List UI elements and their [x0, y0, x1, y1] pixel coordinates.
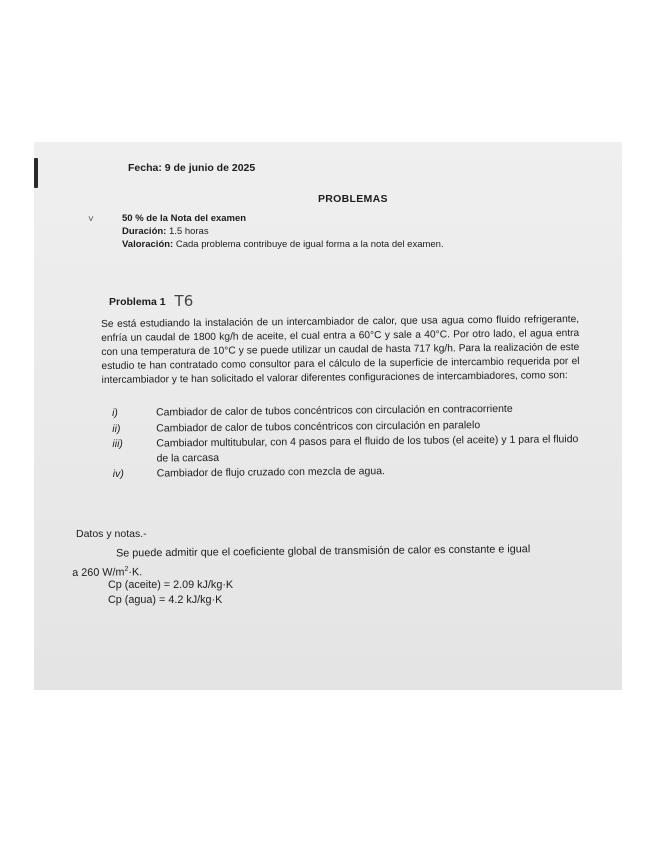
- date-label: Fecha:: [128, 162, 162, 174]
- coefficient-exponent: 2: [124, 565, 129, 573]
- notes-line-1: Se puede admitir que el coeficiente global de transmisión de calor es constante e igual: [116, 543, 531, 560]
- valuation-label: Valoración:: [122, 239, 174, 250]
- coefficient-suffix: ·K.: [128, 565, 143, 579]
- notes-body: [72, 542, 592, 581]
- list-item-number: iv): [112, 467, 124, 480]
- cp-water: Cp (agua) = 4.2 kJ/kg·K: [108, 594, 223, 606]
- cp-oil: Cp (aceite) = 2.09 kJ/kg·K: [108, 579, 234, 591]
- list-item: [112, 432, 590, 466]
- grade-weight: 50 % de la Nota del examen: [122, 213, 247, 224]
- duration-label: Duración:: [122, 226, 167, 237]
- section-title: PROBLEMAS: [318, 193, 388, 205]
- problem-title-text: Problema 1: [109, 296, 166, 308]
- date-value: 9 de junio de 2025: [164, 162, 256, 174]
- handwritten-note: T6: [174, 292, 194, 310]
- coefficient-prefix: a 260 W/m: [72, 566, 125, 579]
- list-item-number: i): [112, 406, 118, 419]
- list-item-text: Cambiador multitubular, con 4 pasos para el fluido de los tubos (el aceite) y 1 para el fluido de la carcasa: [156, 433, 579, 465]
- exam-date: [128, 162, 255, 174]
- configuration-list: [112, 401, 591, 483]
- notes-line-2: [72, 566, 142, 579]
- valuation-value: Cada problema contribuye de igual forma a la nota del examen.: [175, 239, 444, 250]
- duration-value: 1.5 horas: [168, 226, 209, 237]
- list-item-number: iii): [112, 437, 123, 450]
- binder-mark: [34, 158, 38, 188]
- list-item-text: Cambiador de flujo cruzado con mezcla de agua.: [156, 465, 385, 480]
- list-item-number: ii): [112, 422, 121, 435]
- notes-title: Datos y notas.-: [76, 528, 147, 540]
- valuation: [122, 239, 444, 250]
- list-item-text: Cambiador de calor de tubos concéntricos con circulación en paralelo: [156, 418, 481, 435]
- problem-statement: Se está estudiando la instalación de un intercambiador de calor, que usa agua como fluido refrigerante, enfría un caudal de 1800 kg/h de aceite, el cual entra a 60°C y sale a 40°C. Por otro lado, el agua entra con una temperatura de 10°C y se puede utilizar un caudal de hasta 717 kg/h. Para la realización de este estudio te han contratado como consultor para el cálculo de la superficie de intercambio requerida por el intercambiador y te han solicitado el valorar diferentes configuraciones de intercambiadores, como son:: [101, 313, 580, 386]
- duration: [122, 226, 209, 237]
- list-item-text: Cambiador de calor de tubos concéntricos con circulación en contracorriente: [156, 402, 513, 419]
- problem-title: [109, 292, 193, 310]
- bullet-mark: ˅: [88, 214, 94, 225]
